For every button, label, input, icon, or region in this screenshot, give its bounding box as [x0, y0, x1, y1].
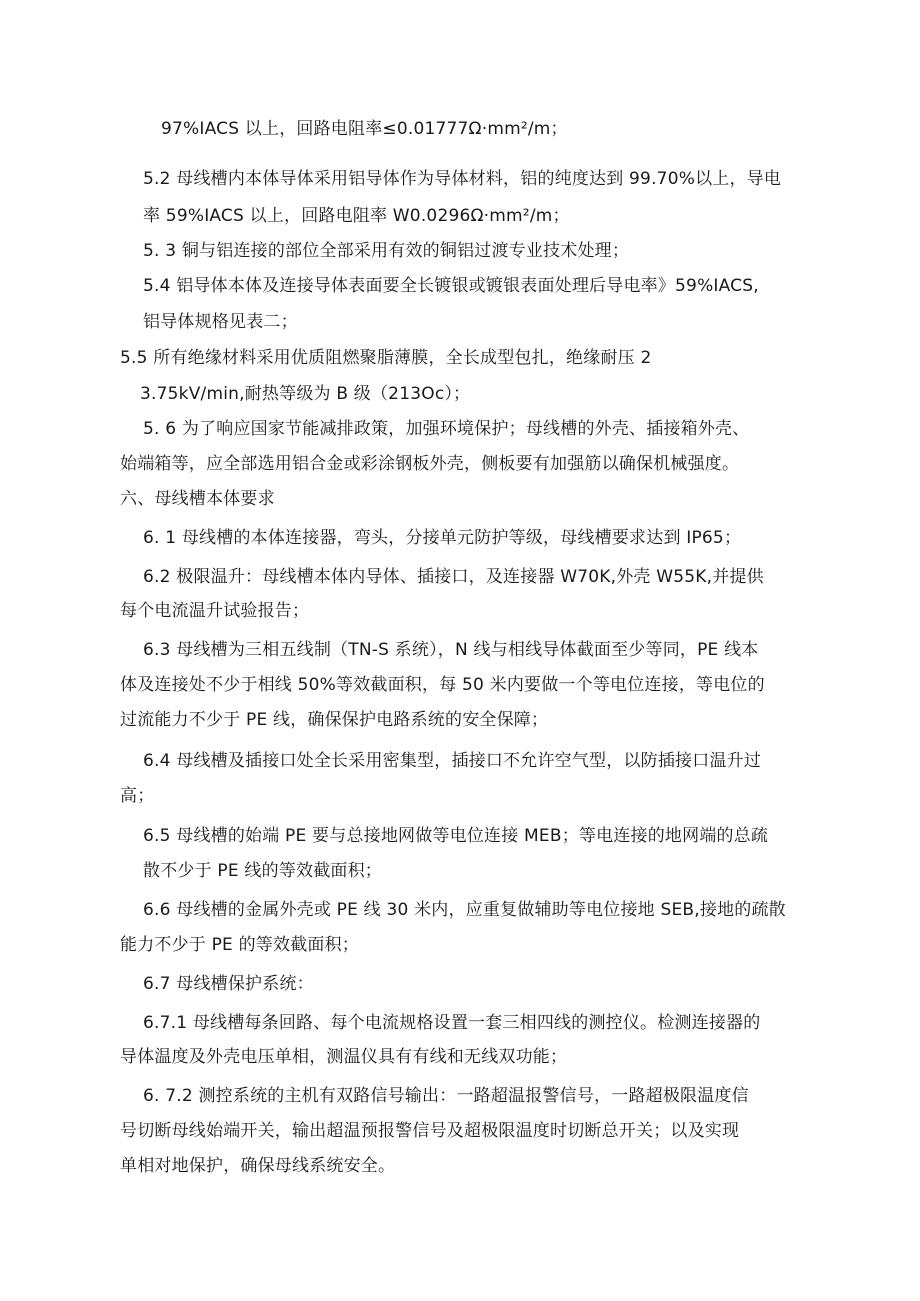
text-line: 过流能力不少于 PE 线，确保保护电路系统的安全保障；: [120, 710, 549, 730]
text-line: 6. 1 母线槽的本体连接器，弯头，分接单元防护等级，母线槽要求达到 IP65；: [143, 528, 742, 548]
text-line: 3.75kV/min,耐热等级为 B 级（213Oc）；: [140, 384, 471, 404]
text-line: 散不少于 PE 线的等效截面积；: [143, 861, 382, 881]
text-line: 能力不少于 PE 的等效截面积；: [120, 935, 359, 955]
section-heading: 六、母线槽本体要求: [120, 489, 275, 509]
text-line: 体及连接处不少于相线 50%等效截面积，每 50 米内要做一个等电位连接，等电位的: [120, 675, 765, 695]
text-line: 6.7.1 母线槽每条回路、每个电流规格设置一套三相四线的测控仪。检测连接器的: [143, 1013, 761, 1033]
text-line: 始端箱等，应全部选用铝合金或彩涂钢板外壳，侧板要有加强筋以确保机械强度。: [120, 454, 740, 474]
text-line: 6.2 极限温升：母线槽本体内导体、插接口，及连接器 W70K,外壳 W55K,并提供: [143, 567, 764, 587]
text-line: 单相对地保护，确保母线系统安全。: [120, 1156, 396, 1176]
text-line: 6. 7.2 测控系统的主机有双路信号输出：一路超温报警信号，一路超极限温度信: [143, 1086, 749, 1106]
text-line: 率 59%IACS 以上，回路电阻率 W0.0296Ω·mm²/m；: [143, 206, 570, 226]
text-line: 6.4 母线槽及插接口处全长采用密集型，插接口不允许空气型，以防插接口温升过: [143, 751, 762, 771]
text-line: 铝导体规格见表二；: [143, 312, 298, 332]
text-line: 6.3 母线槽为三相五线制（TN-S 系统），N 线与相线导体截面至少等同，PE 线本: [143, 640, 759, 660]
text-line: 高；: [120, 786, 155, 806]
text-line: 5.2 母线槽内本体导体采用铝导体作为导体材料，铝的纯度达到 99.70%以上，导电: [143, 169, 782, 189]
text-line: 导体温度及外壳电压单相，测温仪具有有线和无线双功能；: [120, 1047, 568, 1067]
text-line: 97%IACS 以上，回路电阻率≤0.01777Ω·mm²/m；: [161, 119, 568, 139]
text-line: 6.7 母线槽保护系统：: [143, 974, 314, 994]
text-line: 5. 6 为了响应国家节能减排政策，加强环境保护；母线槽的外壳、插接箱外壳、: [143, 419, 750, 439]
text-line: 6.5 母线槽的始端 PE 要与总接地网做等电位连接 MEB；等电连接的地网端的总疏: [143, 826, 769, 846]
text-line: 每个电流温升试验报告；: [120, 601, 310, 621]
text-line: 5.5 所有绝缘材料采用优质阻燃聚脂薄膜，全长成型包扎，绝缘耐压 2: [120, 348, 652, 368]
text-line: 6.6 母线槽的金属外壳或 PE 线 30 米内，应重复做辅助等电位接地 SEB,接地的疏散: [143, 900, 786, 920]
text-line: 号切断母线始端开关，输出超温预报警信号及超极限温度时切断总开关；以及实现: [120, 1121, 740, 1141]
text-line: 5.4 铝导体本体及连接导体表面要全长镀银或镀银表面处理后导电率》59%IACS,: [143, 276, 759, 296]
text-line: 5. 3 铜与铝连接的部位全部采用有效的铜铝过渡专业技术处理；: [143, 241, 630, 261]
